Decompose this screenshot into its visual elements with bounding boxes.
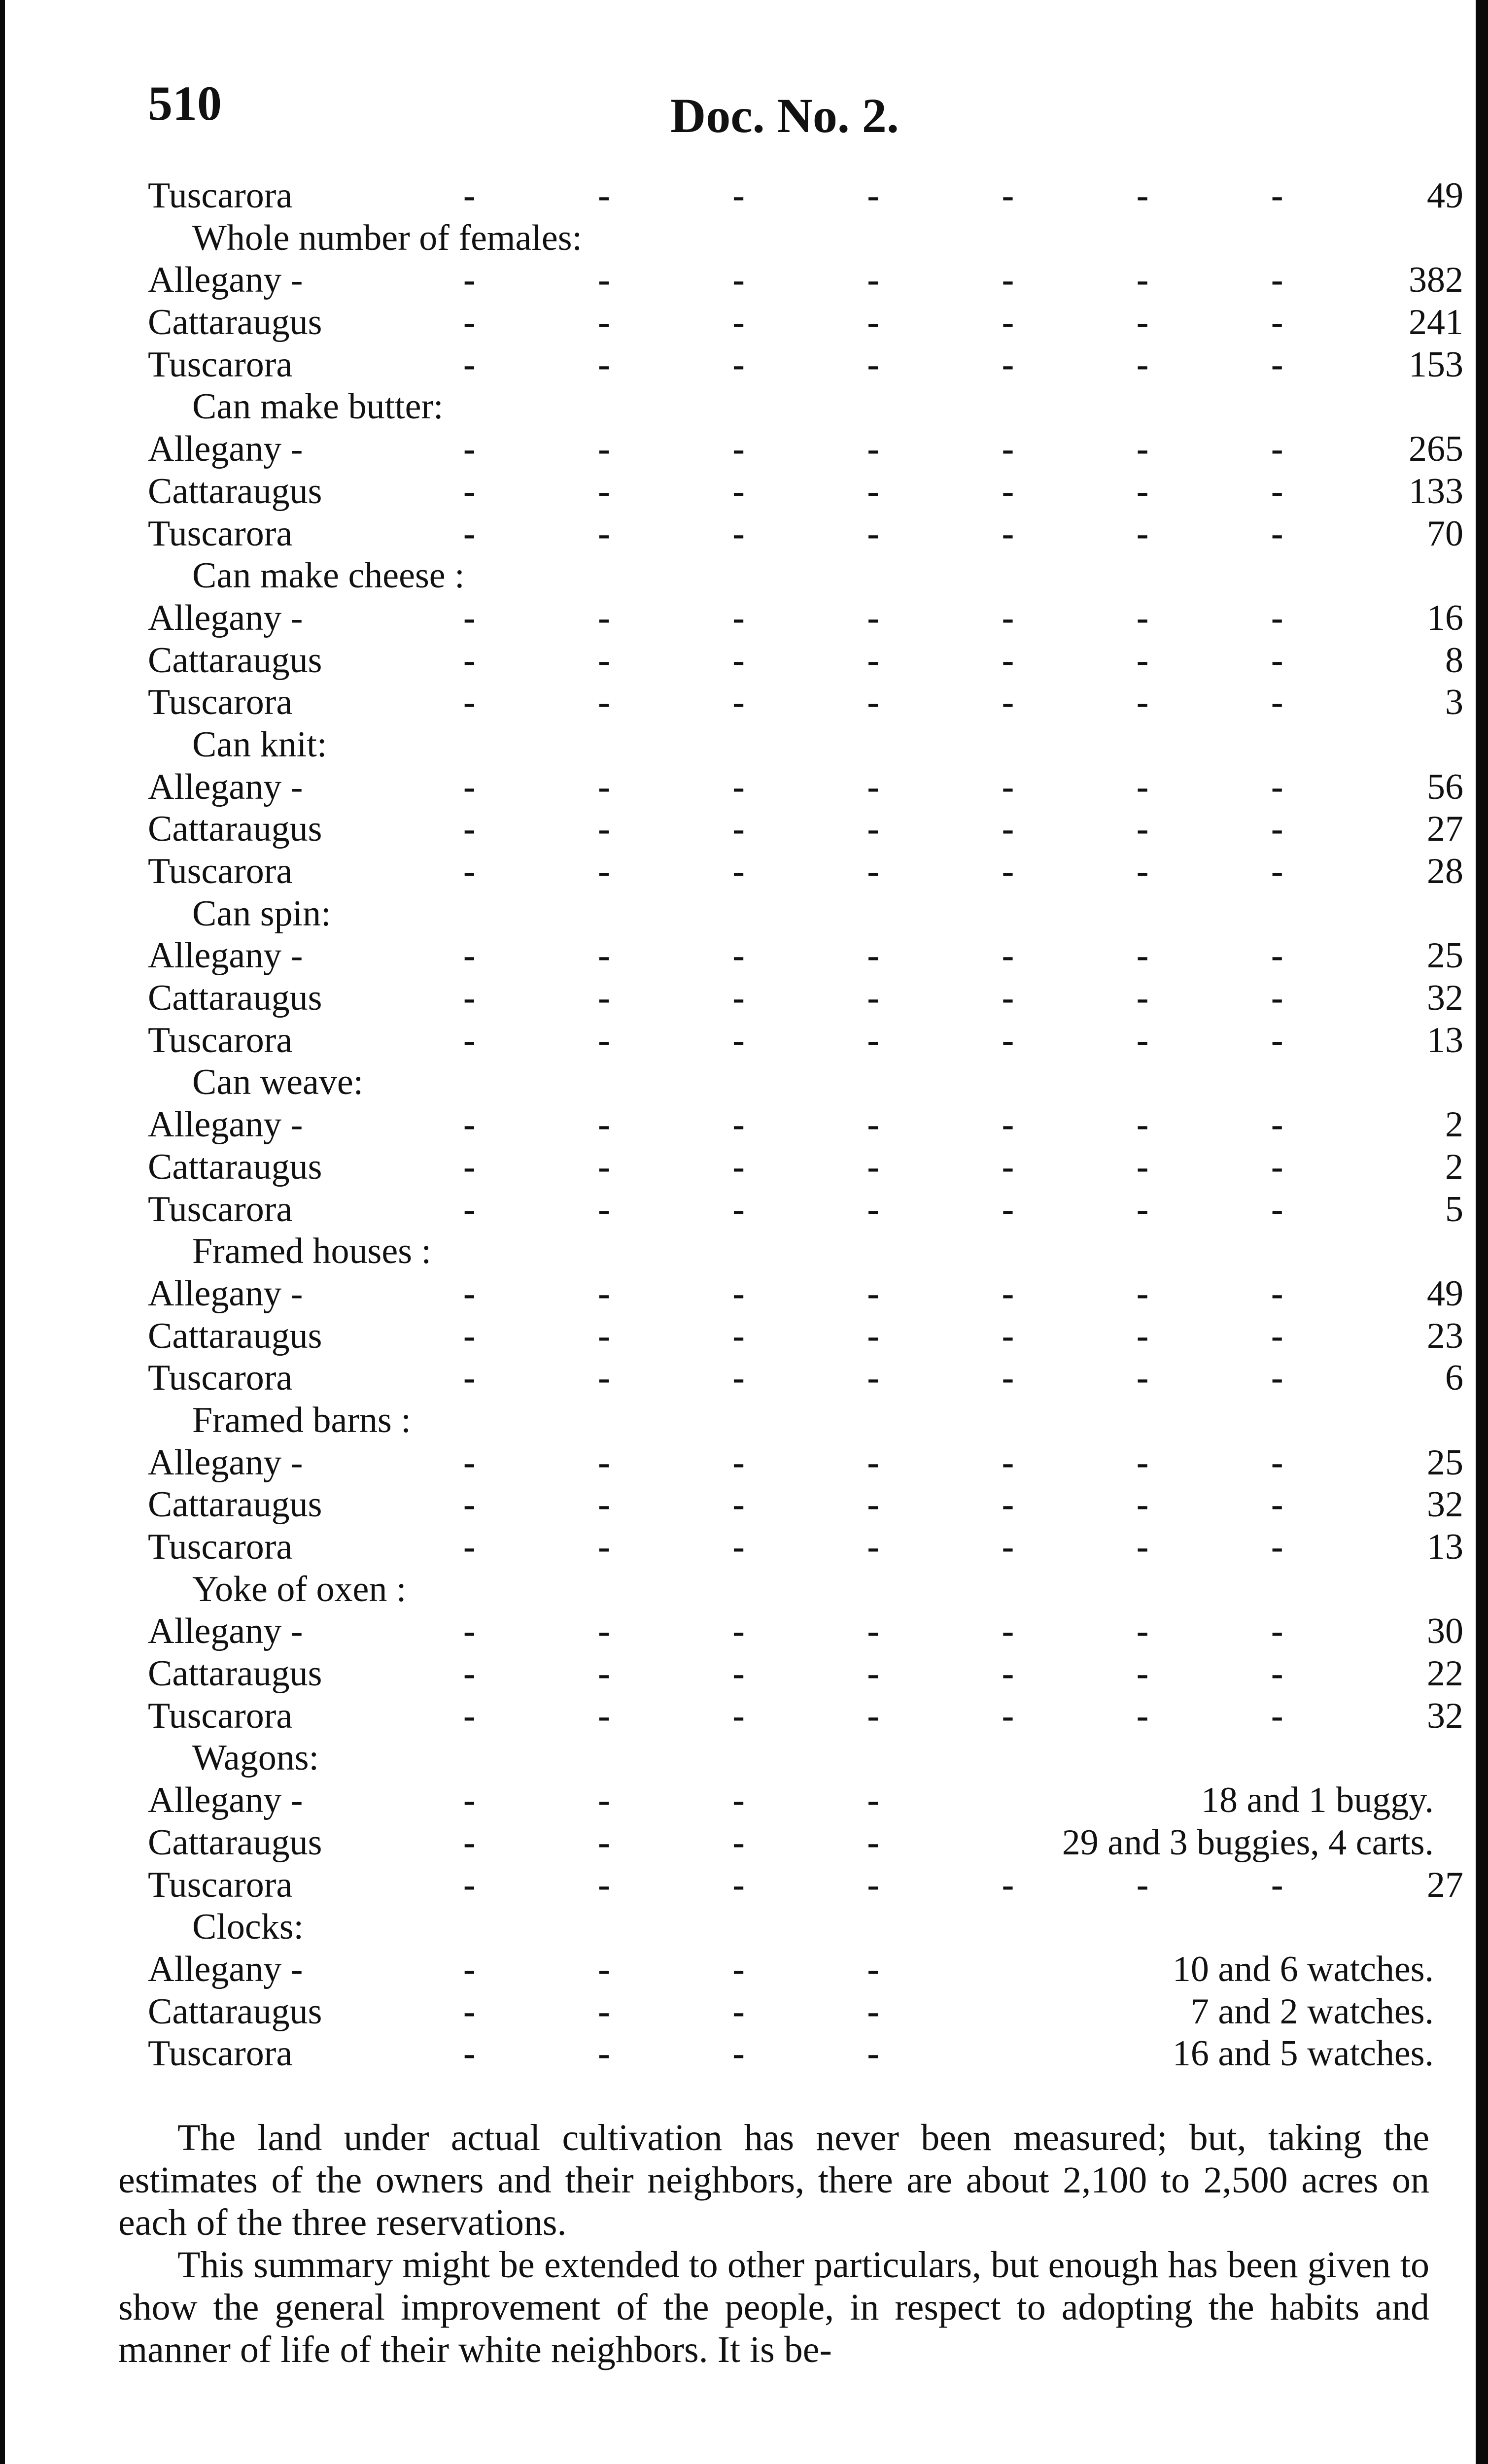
running-head: Doc. No. 2.: [670, 88, 899, 143]
section-heading: Framed houses :: [192, 1231, 432, 1272]
table-row: [0, 1822, 1488, 1864]
row-value: 25: [1427, 935, 1463, 976]
row-value: 265: [1409, 429, 1463, 470]
section-heading-row: [0, 386, 1488, 428]
section-heading-row: [0, 1906, 1488, 1949]
leader-dashes: - - - - - - -: [463, 1611, 1283, 1652]
section-heading-row: [0, 724, 1488, 766]
row-value: 2: [1445, 1104, 1463, 1145]
leader-dashes: - - - - - - -: [463, 682, 1283, 723]
leader-dashes: - - - - - - -: [463, 1146, 1283, 1187]
section-heading-row: [0, 1400, 1488, 1442]
table-row: [0, 640, 1488, 682]
row-value: 6: [1445, 1358, 1463, 1399]
row-label: Tuscarora: [148, 682, 293, 723]
leader-dashes: - - - -: [463, 1780, 880, 1821]
paragraph-text: This summary might be extended to other particulars, but enough has been given to show the general improvement of the people, in respect to adopting the habits and manner of life of their white neighbors. It is be-: [118, 2244, 1429, 2370]
table-row: [0, 1949, 1488, 1991]
row-label: Cattaraugus: [148, 978, 322, 1019]
row-label: Tuscarora: [148, 851, 293, 891]
section-heading: Can weave:: [192, 1062, 364, 1103]
row-value: 22: [1427, 1653, 1463, 1694]
leader-dashes: - - - - - - -: [463, 175, 1283, 216]
table-row: [0, 1991, 1488, 2033]
leader-dashes: - - - - - - -: [463, 1527, 1283, 1567]
row-label: Cattaraugus: [148, 1653, 322, 1694]
leader-dashes: - - - - - - -: [463, 1273, 1283, 1314]
row-value: 70: [1427, 513, 1463, 554]
row-label: Allegany -: [148, 1442, 303, 1483]
table-row: [0, 977, 1488, 1020]
leader-dashes: - - - -: [463, 1949, 880, 1989]
row-value: 49: [1427, 1273, 1463, 1314]
table-row: [0, 1780, 1488, 1822]
table-row: [0, 935, 1488, 977]
section-heading: Wagons:: [192, 1738, 319, 1779]
row-value: 49: [1427, 175, 1463, 216]
leader-dashes: - - - - - - -: [463, 1864, 1283, 1905]
table-row: [0, 1104, 1488, 1146]
leader-dashes: - - - - - - -: [463, 471, 1283, 512]
row-label: Tuscarora: [148, 344, 293, 385]
row-label: Tuscarora: [148, 1358, 293, 1399]
row-label: Tuscarora: [148, 175, 293, 216]
row-label: Cattaraugus: [148, 471, 322, 512]
row-label: Allegany -: [148, 766, 303, 807]
row-value: 153: [1409, 344, 1463, 385]
leader-dashes: - - - - - - -: [463, 851, 1283, 891]
leader-dashes: - - - - - - -: [463, 935, 1283, 976]
row-value: 32: [1427, 1695, 1463, 1736]
leader-dashes: - - - - - - -: [463, 513, 1283, 554]
row-value: 29 and 3 buggies, 4 carts.: [1062, 1822, 1434, 1863]
row-value: 382: [1409, 260, 1463, 301]
row-value: 32: [1427, 978, 1463, 1019]
table-row: [0, 597, 1488, 640]
table-row: [0, 1020, 1488, 1062]
row-label: Tuscarora: [148, 1695, 293, 1736]
leader-dashes: - - - - - - -: [463, 344, 1283, 385]
row-value: 16: [1427, 597, 1463, 638]
leader-dashes: - - - - - - -: [463, 1189, 1283, 1230]
table-row: [0, 513, 1488, 555]
section-heading: Can make butter:: [192, 386, 444, 427]
table-row: [0, 1653, 1488, 1695]
section-heading-row: [0, 1061, 1488, 1104]
table-row: [0, 259, 1488, 302]
table-row: [0, 1864, 1488, 1907]
row-value: 3: [1445, 682, 1463, 723]
row-label: Cattaraugus: [148, 640, 322, 681]
row-label: Cattaraugus: [148, 1484, 322, 1525]
leader-dashes: - - - - - - -: [463, 1104, 1283, 1145]
row-label: Tuscarora: [148, 1020, 293, 1061]
row-label: Allegany -: [148, 1611, 303, 1652]
table-row: [0, 175, 1488, 217]
section-heading-row: [0, 555, 1488, 597]
row-value: 32: [1427, 1484, 1463, 1525]
table-row: [0, 344, 1488, 386]
row-label: Tuscarora: [148, 1527, 293, 1567]
row-label: Cattaraugus: [148, 1146, 322, 1187]
row-value: 27: [1427, 809, 1463, 850]
leader-dashes: - - - - - - -: [463, 978, 1283, 1019]
row-value: 2: [1445, 1146, 1463, 1187]
paragraph-land-cultivation: [118, 2117, 1429, 2244]
row-value: 23: [1427, 1315, 1463, 1356]
row-value: 27: [1427, 1864, 1463, 1905]
row-label: Allegany -: [148, 1104, 303, 1145]
row-value: 8: [1445, 640, 1463, 681]
table-row: [0, 1357, 1488, 1400]
row-value: 133: [1409, 471, 1463, 512]
leader-dashes: - - - -: [463, 1822, 880, 1863]
leader-dashes: - - - - - - -: [463, 1695, 1283, 1736]
row-label: Cattaraugus: [148, 1822, 322, 1863]
row-label: Allegany -: [148, 1273, 303, 1314]
row-value: 28: [1427, 851, 1463, 891]
leader-dashes: - - - -: [463, 2033, 880, 2074]
row-label: Allegany -: [148, 1780, 303, 1821]
table-row: [0, 1526, 1488, 1569]
leader-dashes: - - - - - - -: [463, 1484, 1283, 1525]
table-row: [0, 1442, 1488, 1484]
row-label: Cattaraugus: [148, 809, 322, 850]
row-label: Tuscarora: [148, 513, 293, 554]
page-number: 510: [148, 76, 222, 131]
section-heading: Can spin:: [192, 893, 331, 934]
row-value: 56: [1427, 766, 1463, 807]
table-row: [0, 808, 1488, 851]
leader-dashes: - - - - - - -: [463, 640, 1283, 681]
table-row: [0, 1695, 1488, 1738]
row-value: 16 and 5 watches.: [1172, 2033, 1434, 2074]
table-row: [0, 682, 1488, 724]
leader-dashes: - - - - - - -: [463, 809, 1283, 850]
row-value: 25: [1427, 1442, 1463, 1483]
leader-dashes: - - - -: [463, 1991, 880, 2032]
row-label: Allegany -: [148, 935, 303, 976]
row-label: Tuscarora: [148, 1189, 293, 1230]
row-value: 7 and 2 watches.: [1190, 1991, 1434, 2032]
table-row: [0, 302, 1488, 344]
paragraph-text: The land under actual cultivation has never been measured; but, taking the estimates of the owners and their neighbors, there are about 2,100 to 2,500 acres on each of the three reservations.: [118, 2117, 1429, 2243]
leader-dashes: - - - - - - -: [463, 1653, 1283, 1694]
row-label: Cattaraugus: [148, 302, 322, 343]
section-heading-row: [0, 1231, 1488, 1273]
leader-dashes: - - - - - - -: [463, 429, 1283, 470]
table-row: [0, 851, 1488, 893]
section-heading-row: [0, 893, 1488, 935]
table-row: [0, 471, 1488, 513]
table-row: [0, 1189, 1488, 1231]
row-label: Allegany -: [148, 429, 303, 470]
row-value: 30: [1427, 1611, 1463, 1652]
row-value: 18 and 1 buggy.: [1201, 1780, 1434, 1821]
row-label: Cattaraugus: [148, 1991, 322, 2032]
leader-dashes: - - - - - - -: [463, 1442, 1283, 1483]
row-label: Cattaraugus: [148, 1315, 322, 1356]
section-heading: Can make cheese :: [192, 555, 465, 596]
row-label: Allegany -: [148, 597, 303, 638]
leader-dashes: - - - - - - -: [463, 302, 1283, 343]
table-row: [0, 1315, 1488, 1358]
row-label: Tuscarora: [148, 2033, 293, 2074]
leader-dashes: - - - - - - -: [463, 260, 1283, 301]
section-heading: Framed barns :: [192, 1400, 411, 1440]
row-value: 10 and 6 watches.: [1172, 1949, 1434, 1989]
table-row: [0, 1484, 1488, 1526]
row-value: 13: [1427, 1020, 1463, 1061]
section-heading-row: [0, 217, 1488, 260]
leader-dashes: - - - - - - -: [463, 1315, 1283, 1356]
table-row: [0, 1273, 1488, 1315]
row-label: Allegany -: [148, 1949, 303, 1989]
leader-dashes: - - - - - - -: [463, 1358, 1283, 1399]
row-label: Allegany -: [148, 260, 303, 301]
section-heading: Yoke of oxen :: [192, 1569, 407, 1609]
row-value: 13: [1427, 1527, 1463, 1567]
section-heading-row: [0, 1569, 1488, 1611]
leader-dashes: - - - - - - -: [463, 766, 1283, 807]
row-value: 241: [1409, 302, 1463, 343]
table-row: [0, 1146, 1488, 1189]
table-row: [0, 1610, 1488, 1653]
table-row: [0, 2033, 1488, 2075]
table-row: [0, 428, 1488, 471]
row-value: 5: [1445, 1189, 1463, 1230]
paragraph-summary: [118, 2244, 1429, 2371]
statistics-table: [0, 175, 1488, 2075]
section-heading: Whole number of females:: [192, 217, 583, 258]
section-heading: Can knit:: [192, 724, 327, 765]
section-heading-row: [0, 1737, 1488, 1780]
table-row: [0, 766, 1488, 809]
row-label: Tuscarora: [148, 1864, 293, 1905]
section-heading: Clocks:: [192, 1907, 304, 1948]
leader-dashes: - - - - - - -: [463, 597, 1283, 638]
leader-dashes: - - - - - - -: [463, 1020, 1283, 1061]
